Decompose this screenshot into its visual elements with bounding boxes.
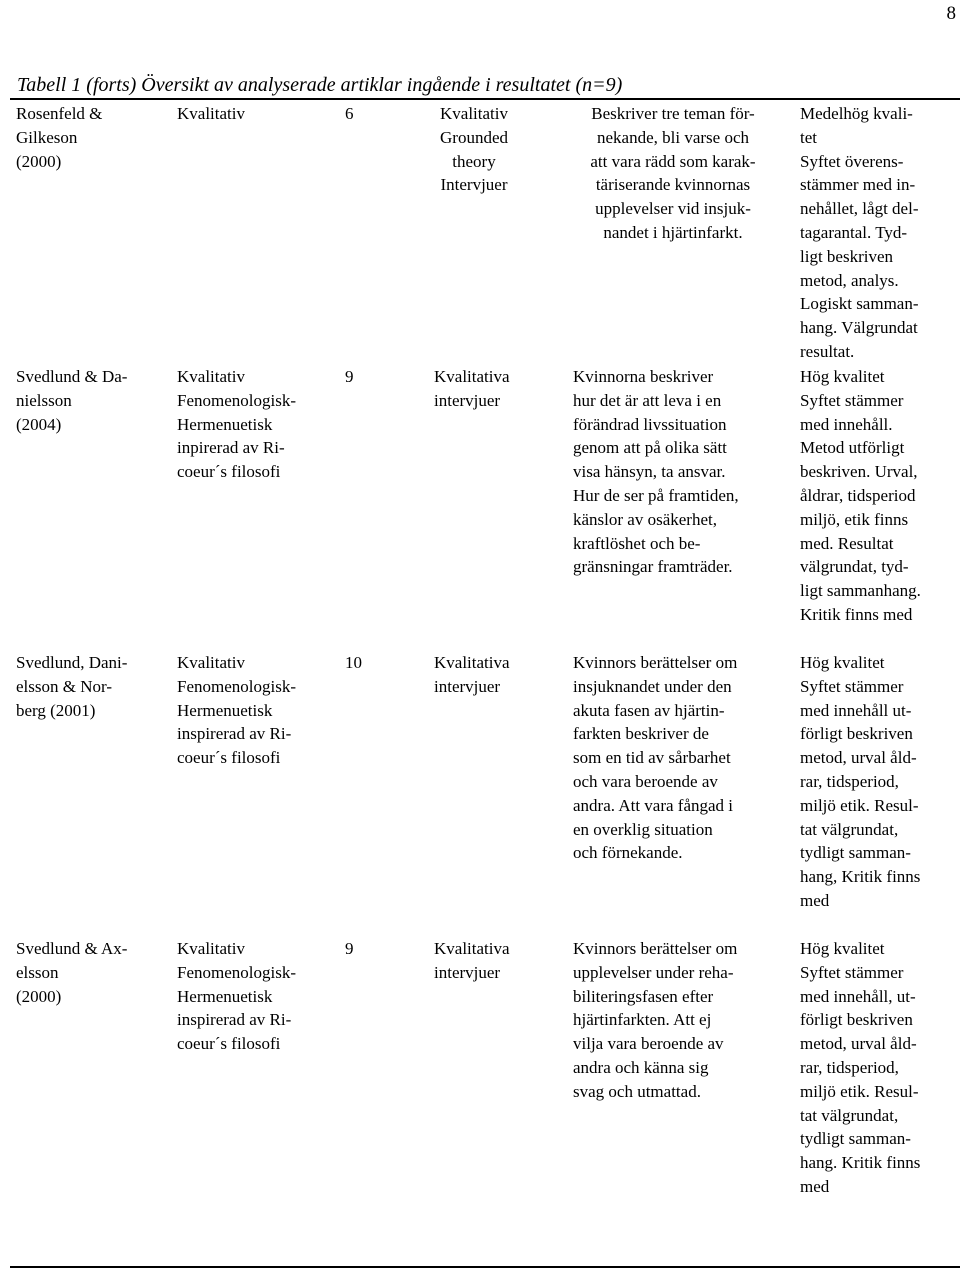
quality-cell: Hög kvalitet Syftet stämmer med innehåll ut- förligt beskriven metod, urval åld- rar, tidsperiod, miljö etik. Resul- tat välgrundat, tydligt samman- hang, Kritik finns med	[800, 653, 921, 910]
design-cell: Kvalitativ	[177, 104, 245, 123]
sample-size-cell: 9	[345, 939, 354, 958]
table-bottom-rule	[10, 1266, 960, 1268]
design-cell: Kvalitativ Fenomenologisk- Hermenuetisk inspirerad av Ri- coeur´s filosofi	[177, 939, 296, 1054]
author-cell: Svedlund & Ax- elsson (2000)	[16, 939, 128, 1006]
method-cell: Kvalitativa intervjuer	[434, 653, 510, 696]
method-cell: Kvalitativa intervjuer	[434, 939, 510, 982]
quality-cell: Medelhög kvali- tet Syftet överens- stämmer med in- nehållet, lågt del- tagarantal. Tyd- ligt beskriven metod, analys. Logiskt samman- hang. Välgrundat resultat.	[800, 104, 919, 361]
sample-size-cell: 6	[345, 104, 354, 123]
sample-size-cell: 10	[345, 653, 362, 672]
table-top-rule	[10, 98, 960, 100]
sample-size-cell: 9	[345, 367, 354, 386]
design-cell: Kvalitativ Fenomenologisk- Hermenuetisk inpirerad av Ri- coeur´s filosofi	[177, 367, 296, 482]
method-cell: Kvalitativ Grounded theory Intervjuer	[440, 104, 508, 195]
page-number: 8	[946, 3, 956, 24]
result-cell: Kvinnorna beskriver hur det är att leva i en förändrad livssituation genom att på olika sätt visa hänsyn, ta ansvar. Hur de ser på framtiden, känslor av osäkerhet, kraftlöshet och be- gränsningar framträder.	[573, 367, 739, 577]
author-cell: Rosenfeld & Gilkeson (2000)	[16, 104, 103, 171]
author-cell: Svedlund, Dani- elsson & Nor- berg (2001)	[16, 653, 128, 720]
quality-cell: Hög kvalitet Syftet stämmer med innehåll, ut- förligt beskriven metod, urval åld- rar, tidsperiod, miljö etik. Resul- tat välgrundat, tydligt samman- hang. Kritik finns med	[800, 939, 921, 1196]
author-cell: Svedlund & Da- nielsson (2004)	[16, 367, 128, 434]
design-cell: Kvalitativ Fenomenologisk- Hermenuetisk inspirerad av Ri- coeur´s filosofi	[177, 653, 296, 768]
result-cell: Kvinnors berättelser om insjuknandet under den akuta fasen av hjärtin- farkten beskriver de som en tid av sårbarhet och vara beroende av andra. Att vara fångad i en overklig situation och förnekande.	[573, 653, 738, 863]
quality-cell: Hög kvalitet Syftet stämmer med innehåll. Metod utförligt beskriven. Urval, åldrar, tidsperiod miljö, etik finns med. Resultat välgrundat, tyd- ligt sammanhang. Kritik finns med	[800, 367, 921, 624]
result-cell: Beskriver tre teman för- nekande, bli varse och att vara rädd som karak- täriserande kvinnornas upplevelser vid insjuk- nandet i hjärtinfarkt.	[590, 104, 756, 242]
method-cell: Kvalitativa intervjuer	[434, 367, 510, 410]
result-cell: Kvinnors berättelser om upplevelser under reha- biliteringsfasen efter hjärtinfarkten. Att ej vilja vara beroende av andra och känna sig svag och utmattad.	[573, 939, 738, 1101]
table-caption: Tabell 1 (forts) Översikt av analyserade artiklar ingående i resultatet (n=9)	[17, 74, 623, 96]
